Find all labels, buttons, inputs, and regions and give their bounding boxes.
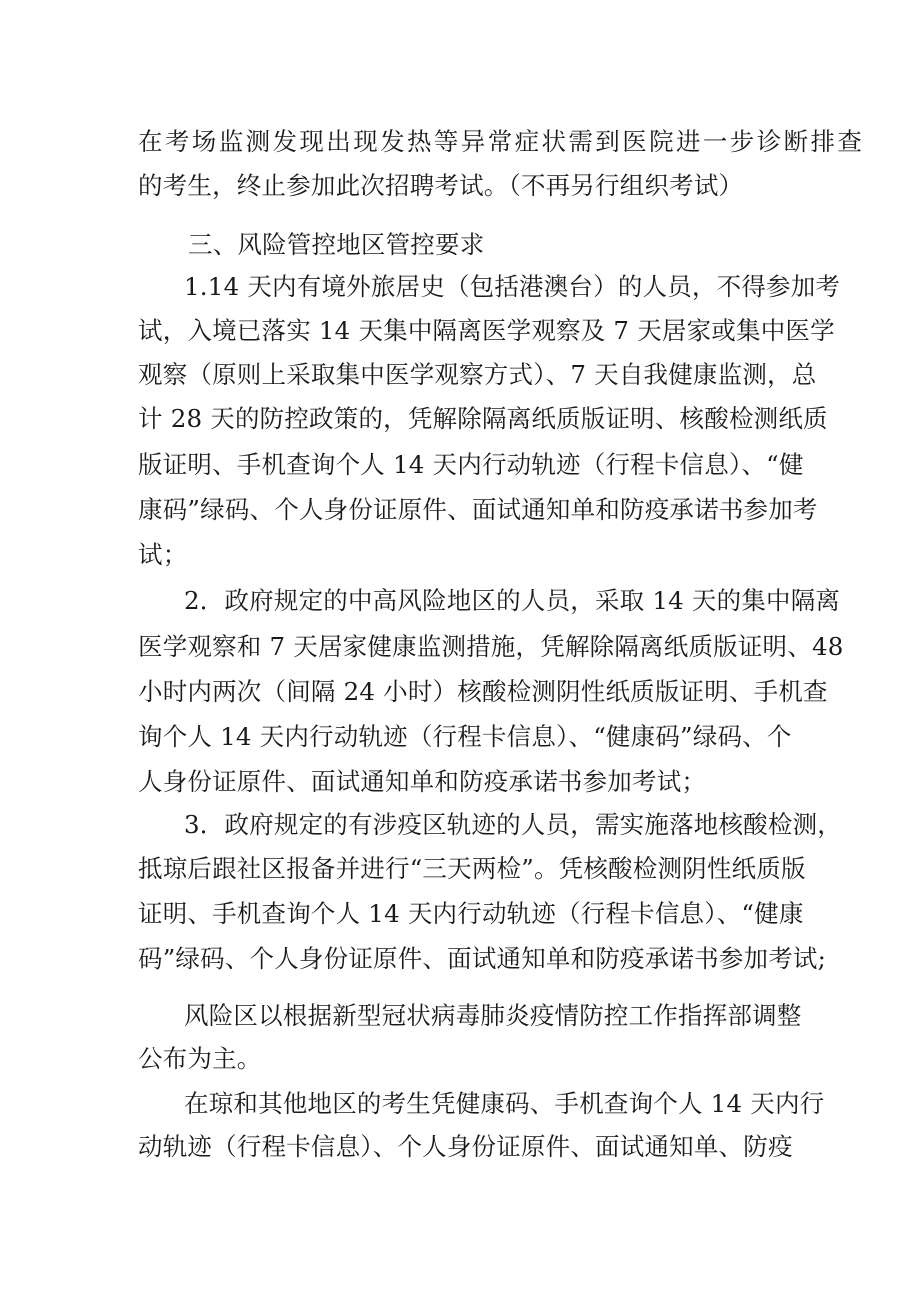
- list-item-line: 人身份证原件、面试通知单和防疫承诺书参加考试；: [138, 767, 707, 796]
- list-item-line: 小时内两次（间隔 24 小时）核酸检测阴性纸质版证明、手机查: [138, 677, 828, 706]
- paragraph-line: 动轨迹（行程卡信息）、个人身份证原件、面试通知单、防疫: [138, 1132, 793, 1161]
- list-item-line: 抵琼后跟社区报备并进行“三天两检”。凭核酸检测阴性纸质版: [138, 854, 806, 883]
- list-item-line: 观察（原则上采取集中医学观察方式）、7 天自我健康监测，总: [138, 360, 817, 389]
- paragraph-line: 的考生，终止参加此次招聘考试。（不再另行组织考试）: [138, 171, 744, 200]
- paragraph-line: 风险区以根据新型冠状病毒肺炎疫情防控工作指挥部调整: [184, 1001, 802, 1030]
- list-item-line: 试，入境已落实 14 天集中隔离医学观察及 7 天居家或集中医学: [138, 316, 835, 345]
- list-item-line: 医学观察和 7 天居家健康监测措施，凭解除隔离纸质版证明、48: [138, 632, 844, 661]
- paragraph-line: 在考场监测发现出现发热等异常症状需到医院进一步诊断排查: [138, 127, 865, 156]
- list-item-line: 康码”绿码、个人身份证原件、面试通知单和防疫承诺书参加考: [138, 495, 818, 524]
- list-item-line: 3．政府规定的有涉疫区轨迹的人员，需实施落地核酸检测，: [184, 810, 842, 839]
- paragraph-line: 在琼和其他地区的考生凭健康码、手机查询个人 14 天内行: [184, 1089, 825, 1118]
- list-item-line: 2．政府规定的中高风险地区的人员，采取 14 天的集中隔离: [184, 586, 841, 615]
- list-item-line: 码”绿码、个人身份证原件、面试通知单和防疫承诺书参加考试;: [138, 944, 827, 973]
- list-item-line: 1.14 天内有境外旅居史（包括港澳台）的人员，不得参加考: [184, 272, 841, 301]
- list-item-line: 计 28 天的防控政策的，凭解除隔离纸质版证明、核酸检测纸质: [138, 404, 828, 433]
- section-heading: 三、风险管控地区管控要求: [188, 230, 485, 259]
- list-item-line: 证明、手机查询个人 14 天内行动轨迹（行程卡信息）、“健康: [138, 899, 804, 928]
- list-item-line: 试；: [138, 540, 188, 569]
- list-item-line: 询个人 14 天内行动轨迹（行程卡信息）、“健康码”绿码、个: [138, 722, 792, 751]
- paragraph-line: 公布为主。: [138, 1044, 262, 1073]
- list-item-line: 版证明、手机查询个人 14 天内行动轨迹（行程卡信息）、“健: [138, 450, 804, 479]
